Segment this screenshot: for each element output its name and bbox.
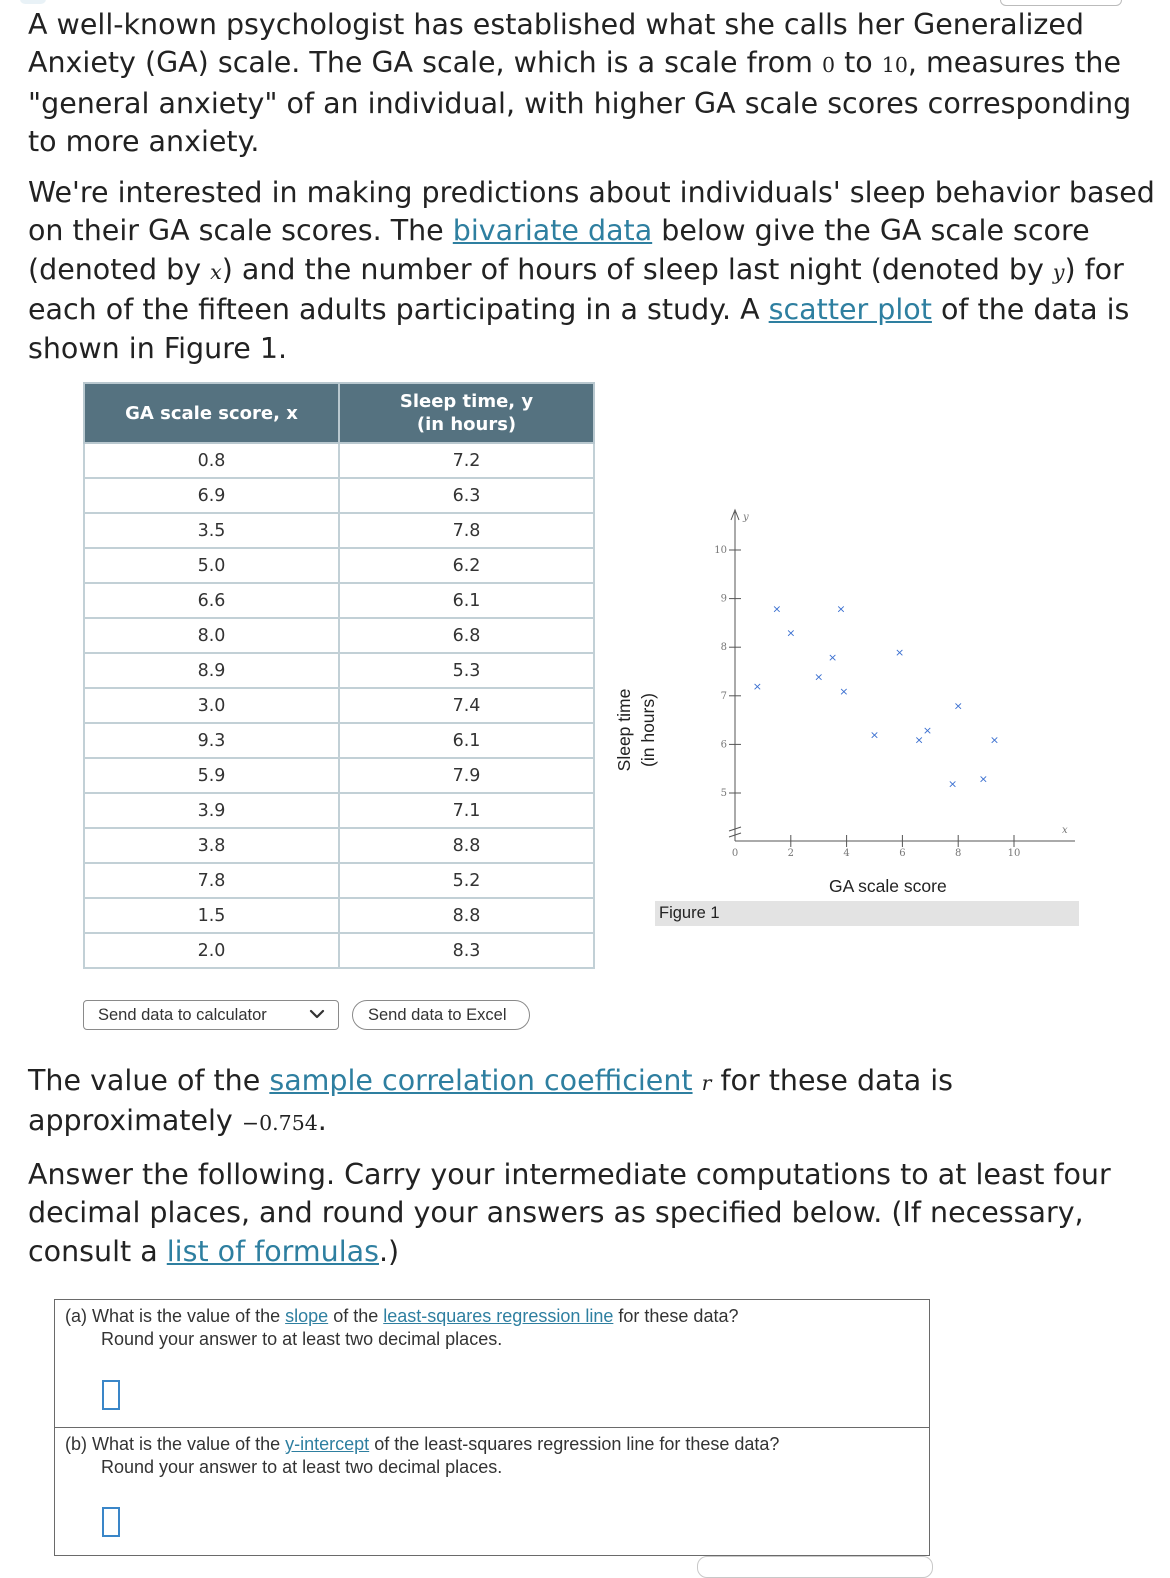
data-point: × — [895, 646, 905, 660]
table-row — [84, 723, 594, 758]
x-tick-label: 4 — [843, 848, 850, 859]
table-header-x: GA scale score, x — [84, 383, 339, 443]
table-cell-y: 7.1 — [339, 793, 594, 828]
x-tick-label: 2 — [787, 848, 794, 859]
table-cell-x: 3.9 — [84, 793, 339, 828]
table-cell-y: 5.3 — [339, 653, 594, 688]
question-b-box — [54, 1427, 930, 1556]
table-cell-y: 8.8 — [339, 898, 594, 933]
table-cell-y: 8.8 — [339, 828, 594, 863]
y-tick-label: 8 — [720, 642, 727, 654]
list-of-formulas-link[interactable]: list of formulas — [166, 1234, 379, 1268]
table-row — [84, 478, 594, 513]
x-tick-label: 0 — [731, 848, 739, 859]
bottom-button-edge — [697, 1556, 933, 1578]
scatter-plot-link[interactable]: scatter plot — [768, 293, 932, 327]
correlation-value: −0.754 — [241, 1111, 318, 1136]
data-point: × — [772, 602, 782, 616]
data-point: × — [914, 733, 924, 747]
table-cell-x: 8.0 — [84, 618, 339, 653]
table-cell-x: 3.5 — [84, 513, 339, 548]
question-a-box — [54, 1299, 930, 1428]
y-tick-label: 6 — [720, 739, 727, 751]
table-row — [84, 863, 594, 898]
table-row — [84, 688, 594, 723]
table-cell-y: 6.3 — [339, 478, 594, 513]
y-axis-label: Sleep time (in hours) — [614, 688, 658, 772]
data-table — [83, 382, 595, 969]
table-cell-y: 7.8 — [339, 513, 594, 548]
table-row — [84, 828, 594, 863]
table-cell-y: 6.2 — [339, 548, 594, 583]
figure-caption: Figure 1 — [659, 904, 720, 922]
sample-correlation-link[interactable]: sample correlation coefficient — [269, 1064, 693, 1097]
y-tick-label: 9 — [720, 593, 727, 605]
table-cell-x: 5.0 — [84, 548, 339, 583]
scatter-plot — [655, 498, 1080, 928]
table-cell-y: 8.3 — [339, 933, 594, 968]
y-intercept-link[interactable]: y-intercept — [285, 1434, 370, 1454]
question-a-text: (a) What is the value of the slope of the least-squares regression line for these data? Round your answer to at least two decimal places. — [65, 1306, 739, 1349]
send-to-calculator-dropdown[interactable] — [83, 1000, 339, 1030]
table-row — [84, 793, 594, 828]
data-point: × — [953, 699, 963, 713]
table-cell-x: 6.9 — [84, 478, 339, 513]
table-header-y: Sleep time, y (in hours) — [339, 383, 594, 443]
table-cell-y: 7.9 — [339, 758, 594, 793]
data-point: × — [814, 670, 824, 684]
data-point: × — [752, 680, 762, 694]
table-cell-y: 7.2 — [339, 443, 594, 478]
send-to-excel-button[interactable] — [352, 1000, 530, 1030]
intro-paragraph-2: We're interested in making predictions about individuals' sleep behavior based on their GA scale scores. The bivariate data below give the GA scale score (denoted by x) and the number of hours of sleep last night (denoted by y) for each of the fifteen adults participating in a study. A scatter plot of the data is shown in Figure 1. — [28, 176, 1155, 365]
bivariate-data-link[interactable]: bivariate data — [452, 214, 653, 248]
y-tick-label: 7 — [720, 690, 727, 702]
table-body — [84, 443, 594, 968]
table-row — [84, 653, 594, 688]
x-tick-label: 6 — [899, 848, 906, 859]
data-point: × — [786, 626, 796, 640]
least-squares-regression-link[interactable]: least-squares regression line — [383, 1306, 614, 1326]
table-row — [84, 443, 594, 478]
x-axis-label: GA scale score — [829, 876, 947, 896]
data-point: × — [978, 772, 988, 786]
instructions-paragraph: Answer the following. Carry your intermediate computations to at least four decimal places, and round your answers as specified below. (If necessary, consult a list of formulas.) — [28, 1158, 1111, 1268]
table-row — [84, 758, 594, 793]
table-cell-x: 9.3 — [84, 723, 339, 758]
table-cell-x: 1.5 — [84, 898, 339, 933]
x-tick-label: 8 — [955, 848, 962, 859]
answer-a-input[interactable] — [102, 1380, 120, 1410]
table-row — [84, 933, 594, 968]
data-point: × — [836, 602, 846, 616]
table-cell-x: 5.9 — [84, 758, 339, 793]
top-left-tab-edge — [20, 0, 46, 4]
intro-paragraph-1: A well-known psychologist has established what she calls her Generalized Anxiety (GA) scale. The GA scale, which is a scale from 0 to 10, measures the "general anxiety" of an individual, with higher GA scale scores corresponding to more anxiety. — [28, 8, 1132, 159]
table-cell-x: 6.6 — [84, 583, 339, 618]
send-to-calculator-label: Send data to calculator — [98, 1005, 267, 1024]
correlation-paragraph: The value of the sample correlation coefficient r for these data is approximately −0.754. — [28, 1064, 953, 1138]
x-axis-variable: x — [1062, 825, 1068, 836]
send-to-excel-label: Send data to Excel — [368, 1005, 507, 1024]
table-cell-y: 6.1 — [339, 723, 594, 758]
chevron-down-icon — [308, 1005, 326, 1023]
question-b-text: (b) What is the value of the y-intercept of the least-squares regression line for these data? Round your answer to at least two decimal places. — [65, 1434, 780, 1477]
table-row — [84, 513, 594, 548]
table-cell-y: 5.2 — [339, 863, 594, 898]
data-point: × — [948, 777, 958, 791]
table-cell-y: 7.4 — [339, 688, 594, 723]
data-point: × — [989, 733, 1000, 747]
table-cell-x: 8.9 — [84, 653, 339, 688]
data-point: × — [839, 684, 849, 698]
table-cell-x: 3.8 — [84, 828, 339, 863]
answer-b-input[interactable] — [102, 1507, 120, 1537]
table-row — [84, 548, 594, 583]
table-cell-x: 2.0 — [84, 933, 339, 968]
data-point: × — [828, 650, 838, 664]
data-point: × — [869, 728, 880, 742]
table-cell-y: 6.1 — [339, 583, 594, 618]
table-cell-x: 3.0 — [84, 688, 339, 723]
table-cell-y: 6.8 — [339, 618, 594, 653]
data-point: × — [922, 723, 933, 737]
y-tick-label: 5 — [720, 788, 727, 799]
slope-link[interactable]: slope — [285, 1306, 329, 1326]
table-cell-x: 0.8 — [84, 443, 339, 478]
table-row — [84, 898, 594, 933]
x-tick-label: 10 — [1007, 848, 1021, 859]
y-tick-label: 10 — [714, 545, 727, 556]
y-axis-variable: y — [743, 512, 749, 523]
table-cell-x: 7.8 — [84, 863, 339, 898]
table-row — [84, 583, 594, 618]
table-row — [84, 618, 594, 653]
